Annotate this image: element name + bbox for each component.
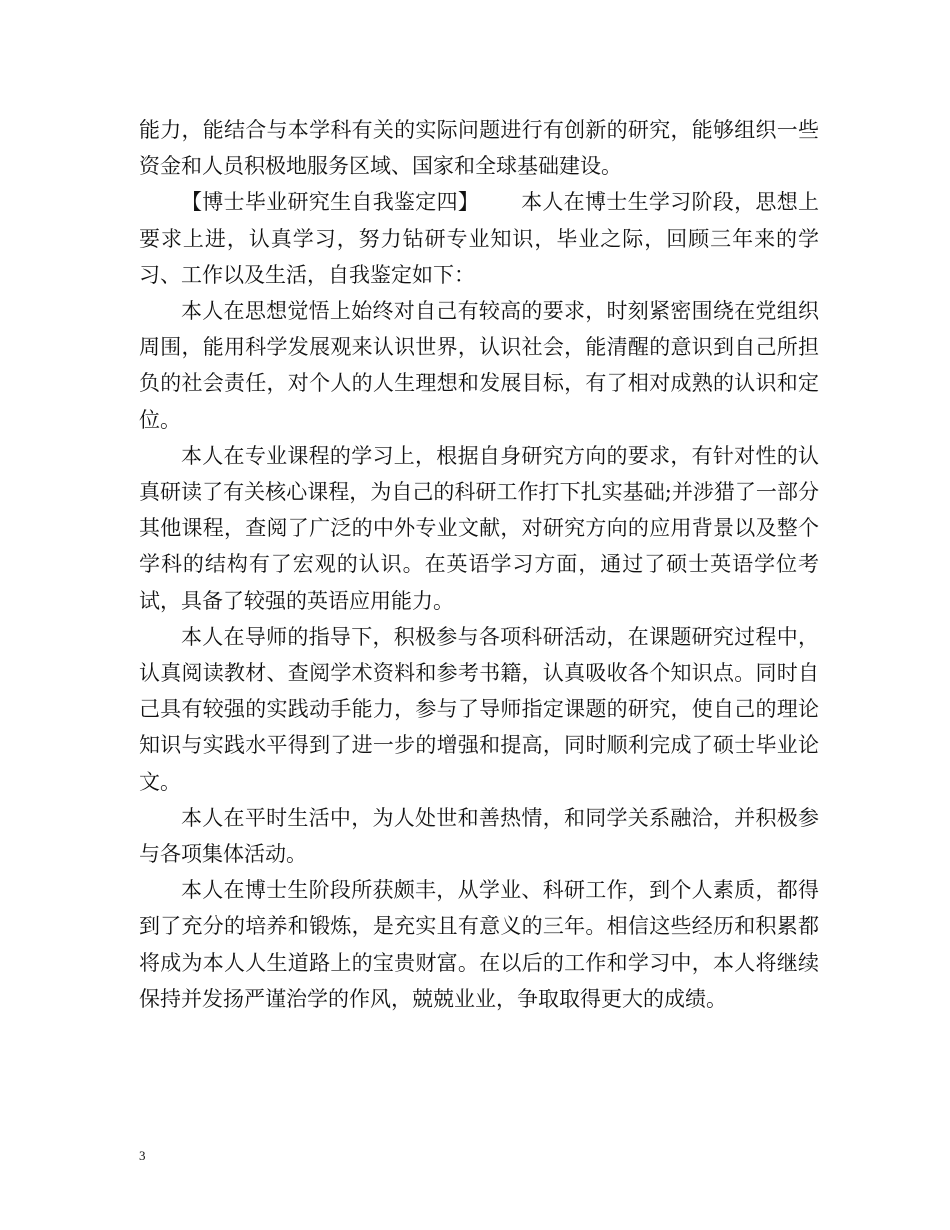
page-number: 3	[139, 1148, 146, 1163]
section-intro-text: 本人在博士生学习阶段，思想上要求上进，认真学习，努力钻研专业知识，毕业之际，回顾三年来的学习、工作以及生活，自我鉴定如下：	[139, 190, 819, 287]
paragraph-continuation: 能力，能结合与本学科有关的实际问题进行有创新的研究，能够组织一些资金和人员积极地服务区域、国家和全球基础建设。	[139, 118, 819, 179]
paragraph-ideology: 本人在思想觉悟上始终对自己有较高的要求，时刻紧密围绕在党组织周围，能用科学发展观来认识世界，认识社会，能清醒的意识到自己所担负的社会责任，对个人的人生理想和发展目标，有了相对成熟的认识和定位。	[139, 299, 819, 432]
paragraph-summary: 本人在博士生阶段所获颇丰，从学业、科研工作，到个人素质，都得到了充分的培养和锻炼，是充实且有意义的三年。相信这些经历和积累都将成为本人人生道路上的宝贵财富。在以后的工作和学习中，本人将继续保持并发扬严谨治学的作风，兢兢业业，争取取得更大的成绩。	[139, 878, 819, 1011]
paragraph-coursework: 本人在专业课程的学习上，根据自身研究方向的要求，有针对性的认真研读了有关核心课程，为自己的科研工作打下扎实基础;并涉猎了一部分其他课程，查阅了广泛的中外专业文献，对研究方向的应用背景以及整个学科的结构有了宏观的认识。在英语学习方面，通过了硕士英语学位考试，具备了较强的英语应用能力。	[139, 443, 819, 613]
heading-gap	[479, 190, 521, 214]
paragraph-daily-life: 本人在平时生活中，为人处世和善热情，和同学关系融洽，并积极参与各项集体活动。	[139, 805, 819, 867]
section-heading: 【博士毕业研究生自我鉴定四】	[181, 190, 480, 215]
body-text	[139, 112, 819, 1017]
paragraph-research: 本人在导师的指导下，积极参与各项科研活动，在课题研究过程中，认真阅读教材、查阅学术资料和参考书籍，认真吸收各个知识点。同时自己具有较强的实践动手能力，参与了导师指定课题的研究，使自己的理论知识与实践水平得到了进一步的增强和提高，同时顺利完成了硕士毕业论文。	[139, 624, 819, 794]
paragraph-section-four	[139, 184, 819, 293]
